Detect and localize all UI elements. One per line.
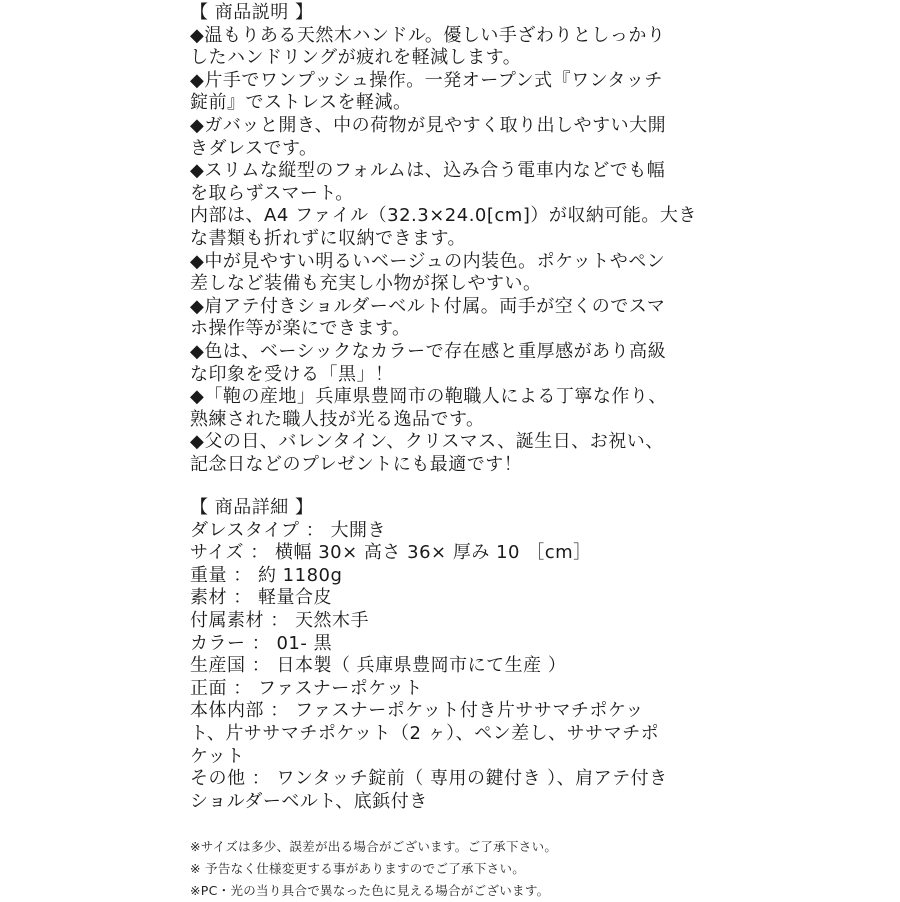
description-line: 熟練された職人技が光る逸品です。 [190, 408, 485, 430]
description-line: ◆スリムな縦型のフォルムは、込み合う電車内などでも幅 [190, 160, 666, 182]
description-line: な印象を受ける「黒」！ [190, 363, 394, 385]
detail-line: ト、片ササマチポケット（2 ヶ）、ペン差し、ササマチポ [190, 722, 660, 744]
description-line: ◆「鞄の産地」兵庫県豊岡市の鞄職人による丁寧な作り、 [190, 386, 667, 408]
description-line: ◆温もりある天然木ハンドル。優しい手ざわりとしっかり [190, 24, 666, 46]
disclaimer-notes [190, 836, 710, 902]
description-line: な書類も折れずに収納できます。 [190, 227, 467, 249]
detail-line: ケット [190, 745, 245, 767]
detail-line: 本体内部 ： ファスナーポケット付き片ササマチポケッ [190, 700, 644, 722]
description-line: きダレスです。 [190, 137, 318, 159]
description-line: ◆肩アテ付きショルダーベルト付属。両手が空くのでスマ [190, 295, 666, 317]
product-details-section [190, 497, 710, 813]
description-heading: 【 商品説明 】 [190, 2, 314, 23]
detail-line: 生産国 ： 日本製（ 兵庫県豊岡市にて生産 ） [190, 655, 567, 677]
detail-line: ショルダーベルト、底鋲付き [190, 790, 428, 812]
description-line: 差しなど装備も充実し小物が探しやすい。 [190, 273, 542, 295]
note-line: ※PC・光の当り具合で異なった色に見える場合がございます。 [190, 883, 550, 898]
description-line: 記念日などのプレゼントにも最適です！ [190, 453, 523, 475]
description-line: ◆中が見やすい明るいベージュの内装色。ポケットやペン [190, 250, 666, 272]
description-line: を取らずスマート。 [190, 182, 354, 204]
detail-line: 正面 ： ファスナーポケット [190, 677, 423, 699]
note-line: ※サイズは多少、誤差が出る場合がございます。ご了承下さい。 [190, 839, 558, 854]
description-line: したハンドリングが疲れを軽減します。 [190, 47, 522, 69]
detail-line: 付属素材 ： 天然木手 [190, 609, 369, 631]
description-line: ◆父の日、バレンタイン、クリスマス、誕生日、お祝い、 [190, 431, 664, 453]
detail-line: サイズ ： 横幅 30× 高さ 36× 厚み 10 ［cm］ [190, 542, 592, 564]
detail-line: カラー ： 01- 黒 [190, 632, 333, 654]
description-line: 錠前』でストレスを軽減。 [190, 92, 412, 114]
description-line: ◆色は、ベーシックなカラーで存在感と重厚感があり高級 [190, 340, 667, 362]
detail-line: 素材 ： 軽量合皮 [190, 587, 332, 609]
description-line: ◆ガバッと開き、中の荷物が見やすく取り出しやすい大開 [190, 114, 667, 136]
product-description-section [190, 2, 710, 476]
details-heading: 【 商品詳細 】 [190, 497, 314, 518]
description-line: ◆片手でワンプッシュ操作。一発オープン式『ワンタッチ [190, 69, 663, 91]
description-line: 内部は、A4 ファイル（32.3×24.0[cm]）が収納可能。大き [190, 205, 697, 227]
detail-line: ダレスタイプ ： 大開き [190, 519, 387, 541]
detail-line: その他 ： ワンタッチ錠前（ 専用の鍵付き ）、肩アテ付き [190, 768, 668, 790]
description-line: ホ操作等が楽にできます。 [190, 318, 411, 340]
detail-line: 重量 ： 約 1180g [190, 564, 343, 586]
note-line: ※ 予告なく仕様変更する事がありますのでご了承下さい。 [190, 861, 526, 876]
